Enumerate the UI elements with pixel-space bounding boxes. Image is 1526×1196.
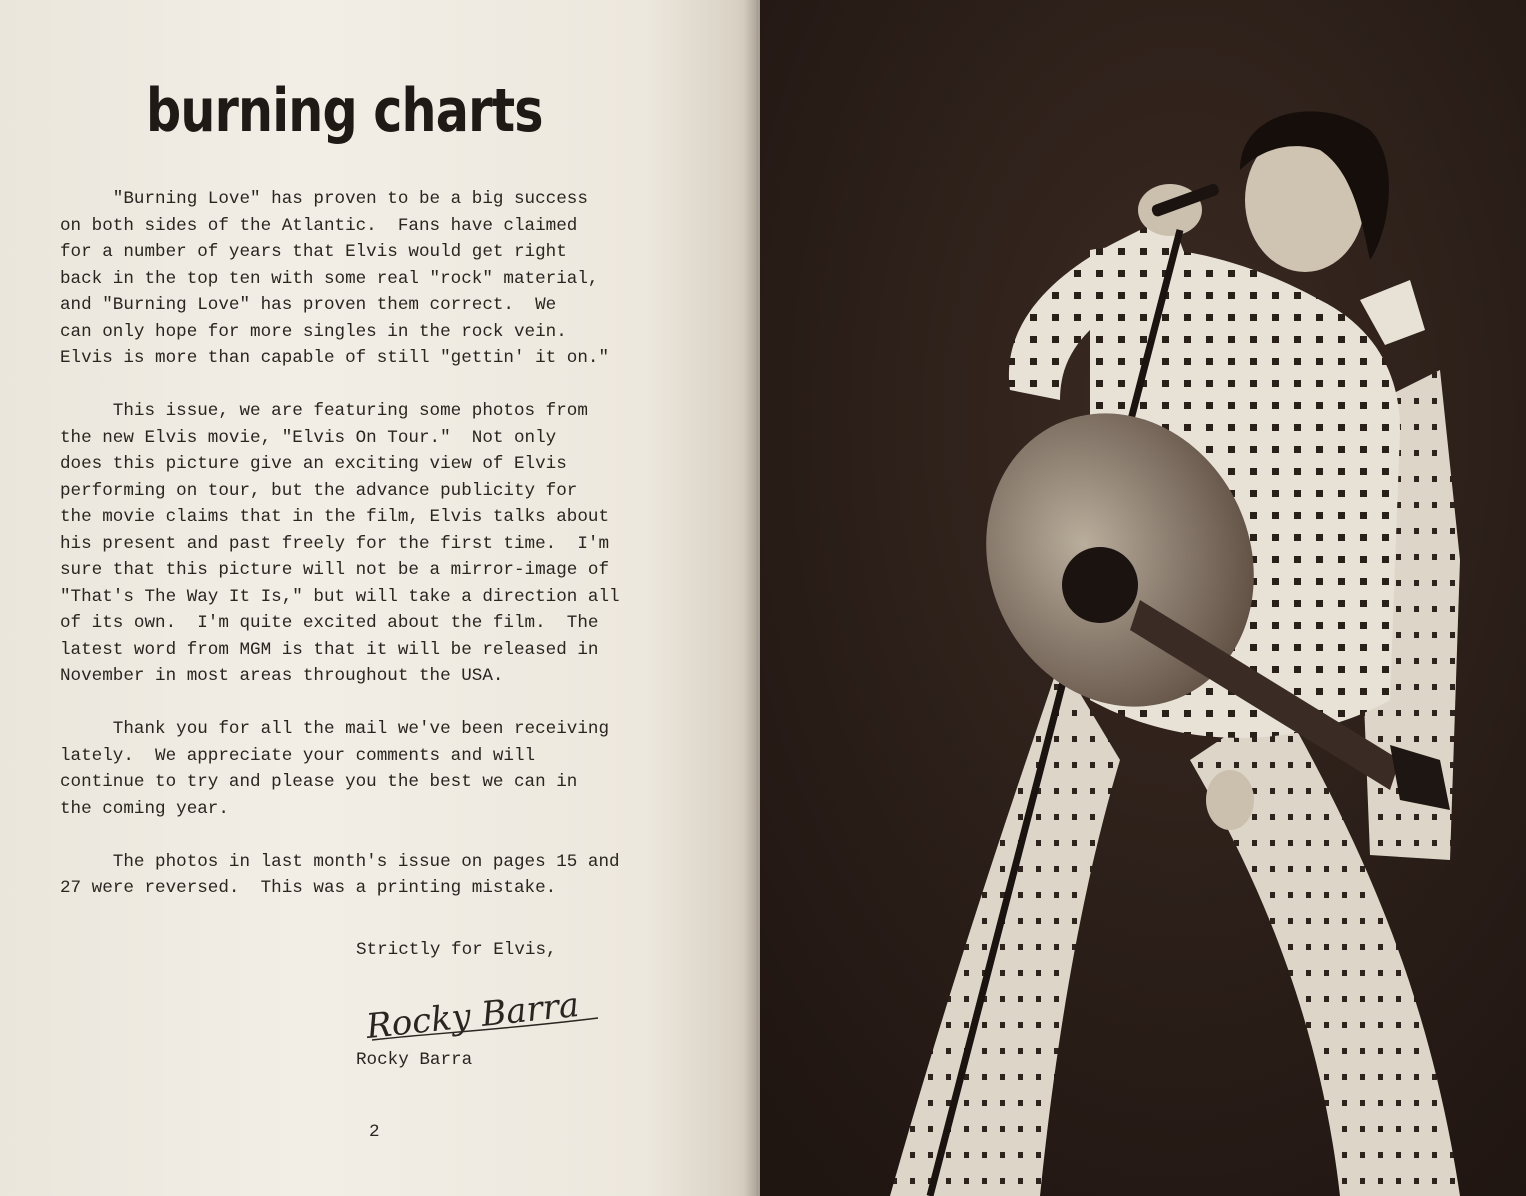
text-line: lately. We appreciate your comments and will	[60, 745, 536, 766]
text-line: continue to try and please you the best we can in	[60, 772, 578, 792]
text-line: This issue, we are featuring some photos from	[60, 401, 588, 421]
text-line: of its own. I'm quite excited about the film. The	[60, 613, 599, 633]
text-line: Thank you for all the mail we've been receiving	[60, 719, 610, 739]
paragraph-3	[60, 716, 672, 822]
page-title: burning charts	[146, 76, 543, 146]
text-line: and "Burning Love" has proven them correct. We	[60, 295, 557, 315]
paragraph-4	[60, 849, 672, 902]
text-line: his present and past freely for the first time. I'm	[60, 533, 610, 554]
text-line: back in the top ten with some real "rock" material,	[60, 268, 599, 289]
paragraph-1	[60, 186, 672, 372]
text-line: on both sides of the Atlantic. Fans have claimed	[60, 215, 578, 236]
paragraph-2	[60, 398, 672, 690]
article-body	[60, 186, 672, 928]
text-line: sure that this picture will not be a mirror-image of	[60, 560, 610, 580]
right-page	[760, 0, 1526, 1196]
text-line: latest word from MGM is that it will be released in	[60, 639, 599, 660]
performer-photo	[760, 0, 1526, 1196]
signature-text: Rocky Barra	[364, 984, 582, 1048]
text-line: performing on tour, but the advance publicity for	[60, 480, 578, 501]
text-line: "That's The Way It Is," but will take a direction all	[60, 586, 620, 607]
text-line: 27 were reversed. This was a printing mistake.	[60, 878, 557, 898]
text-line: "Burning Love" has proven to be a big success	[60, 189, 588, 209]
text-line: November in most areas throughout the USA.	[60, 666, 504, 686]
text-line: does this picture give an exciting view of Elvis	[60, 454, 567, 474]
text-line: The photos in last month's issue on pages 15 and	[60, 851, 620, 872]
text-line: the new Elvis movie, "Elvis On Tour." Not only	[60, 427, 557, 448]
text-line: Elvis is more than capable of still "gettin' it on."	[60, 348, 610, 368]
left-page	[0, 0, 758, 1196]
signoff: Strictly for Elvis,	[356, 940, 557, 960]
guitar-soundhole	[1062, 547, 1138, 623]
text-line: the movie claims that in the film, Elvis talks about	[60, 507, 610, 527]
text-line: the coming year.	[60, 798, 229, 819]
strumming-hand	[1206, 770, 1254, 830]
text-line: can only hope for more singles in the rock vein.	[60, 321, 567, 342]
page-number: 2	[369, 1122, 380, 1142]
author-name: Rocky Barra	[356, 1050, 473, 1070]
text-line: for a number of years that Elvis would get right	[60, 242, 567, 262]
handwritten-signature	[362, 978, 612, 1048]
